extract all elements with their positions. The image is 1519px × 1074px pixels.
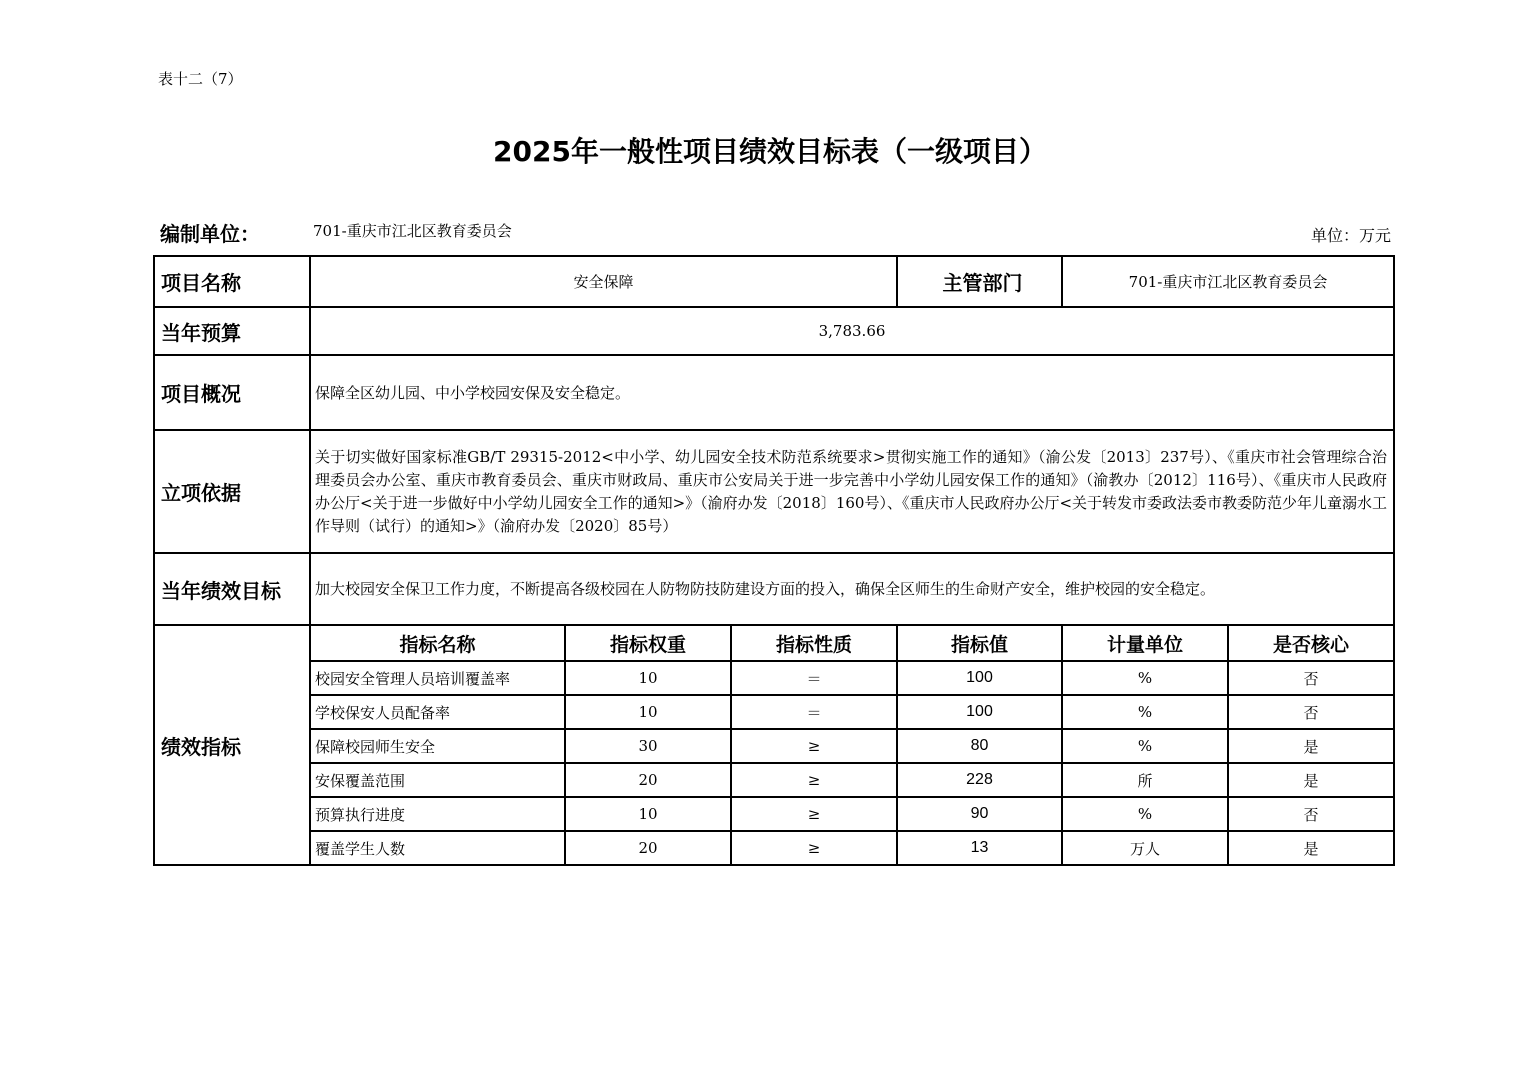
page-label: 表十二（7） bbox=[158, 70, 243, 88]
indicator-value: 100 bbox=[897, 695, 1062, 729]
header-indicator-unit: 计量单位 bbox=[1062, 625, 1228, 661]
indicator-core: 是 bbox=[1228, 763, 1394, 797]
indicator-unit: % bbox=[1062, 797, 1228, 831]
indicator-value: 13 bbox=[897, 831, 1062, 865]
header-indicator-name: 指标名称 bbox=[310, 625, 565, 661]
project-name-value: 安全保障 bbox=[310, 256, 897, 307]
indicator-name: 学校保安人员配备率 bbox=[310, 695, 565, 729]
indicator-unit: 万人 bbox=[1062, 831, 1228, 865]
indicator-unit: % bbox=[1062, 695, 1228, 729]
budget-value: 3,783.66 bbox=[310, 307, 1394, 355]
indicator-weight: 20 bbox=[565, 763, 731, 797]
indicator-row bbox=[154, 729, 1394, 763]
row-project-name bbox=[154, 256, 1394, 307]
project-name-label: 项目名称 bbox=[154, 256, 310, 307]
indicator-header-row bbox=[154, 625, 1394, 661]
row-overview bbox=[154, 355, 1394, 430]
indicator-value: 100 bbox=[897, 661, 1062, 695]
currency-label: 单位：万元 bbox=[1310, 226, 1391, 245]
indicator-nature: ≥ bbox=[731, 763, 897, 797]
header-indicator-weight: 指标权重 bbox=[565, 625, 731, 661]
indicator-name: 预算执行进度 bbox=[310, 797, 565, 831]
indicator-name: 校园安全管理人员培训覆盖率 bbox=[310, 661, 565, 695]
basis-label: 立项依据 bbox=[154, 430, 310, 553]
page-title: 2025年一般性项目绩效目标表（一级项目） bbox=[493, 135, 1047, 168]
indicator-weight: 10 bbox=[565, 695, 731, 729]
budget-label: 当年预算 bbox=[154, 307, 310, 355]
indicator-row bbox=[154, 831, 1394, 865]
indicator-weight: 10 bbox=[565, 797, 731, 831]
dept-label: 主管部门 bbox=[897, 256, 1062, 307]
indicator-weight: 10 bbox=[565, 661, 731, 695]
indicator-row bbox=[154, 695, 1394, 729]
header-indicator-value: 指标值 bbox=[897, 625, 1062, 661]
performance-table bbox=[153, 255, 1395, 866]
overview-value: 保障全区幼儿园、中小学校园安保及安全稳定。 bbox=[310, 355, 1394, 430]
overview-label: 项目概况 bbox=[154, 355, 310, 430]
indicator-nature: ＝ bbox=[731, 695, 897, 729]
unit-label: 编制单位： bbox=[160, 222, 260, 246]
indicator-nature: ＝ bbox=[731, 661, 897, 695]
indicator-weight: 20 bbox=[565, 831, 731, 865]
row-budget bbox=[154, 307, 1394, 355]
indicator-unit: % bbox=[1062, 729, 1228, 763]
indicator-core: 否 bbox=[1228, 661, 1394, 695]
header-indicator-nature: 指标性质 bbox=[731, 625, 897, 661]
indicator-value: 228 bbox=[897, 763, 1062, 797]
indicator-row bbox=[154, 763, 1394, 797]
row-basis bbox=[154, 430, 1394, 553]
indicator-nature: ≥ bbox=[731, 729, 897, 763]
indicator-row bbox=[154, 661, 1394, 695]
indicator-core: 否 bbox=[1228, 797, 1394, 831]
indicators-label: 绩效指标 bbox=[154, 625, 310, 865]
indicator-unit: % bbox=[1062, 661, 1228, 695]
header-indicator-core: 是否核心 bbox=[1228, 625, 1394, 661]
indicator-name: 覆盖学生人数 bbox=[310, 831, 565, 865]
indicator-core: 是 bbox=[1228, 729, 1394, 763]
indicator-name: 保障校园师生安全 bbox=[310, 729, 565, 763]
row-goal bbox=[154, 553, 1394, 625]
basis-value: 关于切实做好国家标准GB/T 29315-2012<中小学、幼儿园安全技术防范系统要求>贯彻实施工作的通知》（渝公发〔2013〕237号）、《重庆市社会管理综合治理委员会办公室、重庆市教育委员会、重庆市财政局、重庆市公安局关于进一步完善中小学幼儿园安保工作的通知》（渝教办〔2012〕116号）、《重庆市人民政府办公厅<关于进一步做好中小学幼儿园安全工作的通知>》（渝府办发〔2018〕160号）、《重庆市人民政府办公厅<关于转发市委政法委市教委防范少年儿童溺水工作导则（试行）的通知>》（渝府办发〔2020〕85号） bbox=[310, 430, 1394, 553]
goal-label: 当年绩效目标 bbox=[154, 553, 310, 625]
indicator-value: 90 bbox=[897, 797, 1062, 831]
indicator-row bbox=[154, 797, 1394, 831]
unit-value: 701-重庆市江北区教育委员会 bbox=[313, 222, 512, 240]
indicator-weight: 30 bbox=[565, 729, 731, 763]
indicator-unit: 所 bbox=[1062, 763, 1228, 797]
indicator-core: 是 bbox=[1228, 831, 1394, 865]
indicator-value: 80 bbox=[897, 729, 1062, 763]
indicator-core: 否 bbox=[1228, 695, 1394, 729]
goal-value: 加大校园安全保卫工作力度，不断提高各级校园在人防物防技防建设方面的投入，确保全区师生的生命财产安全，维护校园的安全稳定。 bbox=[310, 553, 1394, 625]
indicator-nature: ≥ bbox=[731, 831, 897, 865]
indicator-nature: ≥ bbox=[731, 797, 897, 831]
indicator-name: 安保覆盖范围 bbox=[310, 763, 565, 797]
dept-value: 701-重庆市江北区教育委员会 bbox=[1062, 256, 1394, 307]
